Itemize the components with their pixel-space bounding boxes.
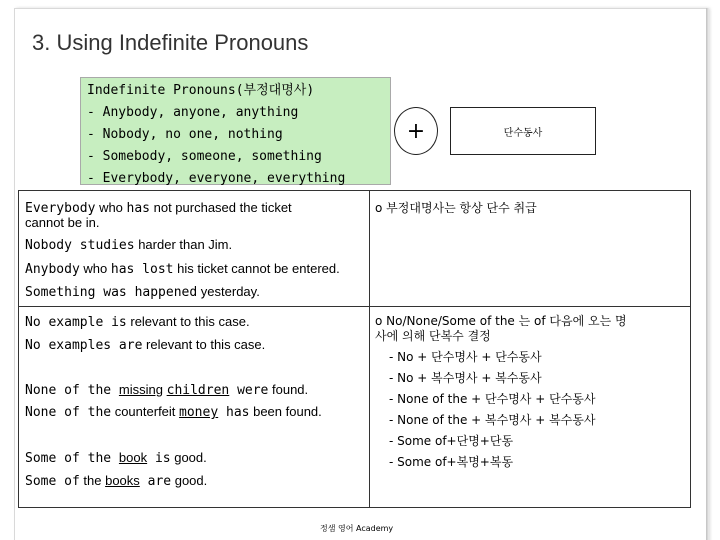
rule-item: - Some of+단명+단동 — [389, 434, 514, 448]
subject-verb-text: No example is — [25, 315, 127, 330]
example-everybody-cont — [25, 215, 99, 232]
example-some-books — [25, 473, 207, 490]
subject-text: None of the — [25, 405, 112, 420]
verb-text: is — [147, 451, 171, 466]
plain-text: relevant to this case. — [126, 314, 250, 329]
rule-item: - None of the + 단수명사 + 단수동사 — [389, 392, 596, 406]
verb-text: has — [218, 405, 250, 420]
plain-text: relevant to this case. — [142, 337, 266, 352]
plain-text: the — [79, 473, 106, 488]
underlined-text: books — [105, 473, 140, 488]
plain-text: found. — [268, 382, 309, 397]
slide-title: 3. Using Indefinite Pronouns — [32, 30, 309, 55]
example-no-example — [25, 314, 250, 331]
example-anybody — [25, 261, 340, 278]
example-something — [25, 284, 260, 301]
bullet-icon: o — [375, 314, 383, 328]
table-divider-horizontal — [19, 306, 690, 307]
subject-text: Everybody — [25, 201, 96, 216]
box-item: - Nobody, no one, nothing — [87, 127, 283, 142]
plain-text: good. — [170, 450, 207, 465]
example-none-money — [25, 404, 322, 421]
box-heading: Indefinite Pronouns(부정대명사) — [87, 83, 315, 98]
box-item: - Somebody, someone, something — [87, 149, 322, 164]
footer-text: 정샘 영어 Academy — [320, 524, 394, 533]
plain-text: good. — [171, 473, 208, 488]
plain-text: been found. — [249, 404, 322, 419]
table-divider-vertical — [369, 191, 370, 507]
subject-verb-text: Nobody studies — [25, 238, 135, 253]
example-no-examples — [25, 337, 265, 354]
verb-text: has lost — [110, 262, 174, 277]
rule-of-the-intro — [375, 313, 627, 329]
plain-text: his ticket cannot be entered. — [173, 261, 340, 276]
rule-text: 부정대명사는 항상 단수 취급 — [386, 201, 537, 215]
slide-edge-shadow — [706, 8, 709, 540]
example-none-children — [25, 382, 308, 399]
plus-circle: + — [394, 107, 438, 155]
rule-item: - No + 단수명사 + 단수동사 — [389, 350, 542, 364]
plain-text: cannot be in. — [25, 215, 100, 230]
subject-text: Some of the — [25, 451, 119, 466]
plain-text: harder than Jim. — [134, 237, 233, 252]
underlined-text: missing — [118, 382, 163, 397]
subject-text: Some of — [25, 474, 80, 489]
plain-text: counterfeit — [111, 404, 180, 419]
bullet-icon: o — [375, 201, 383, 215]
subject-text: Anybody — [25, 262, 80, 277]
examples-table — [18, 190, 691, 508]
rule-always-singular — [375, 200, 537, 216]
singular-verb-box: 단수동사 — [450, 107, 596, 155]
indefinite-pronouns-box — [80, 77, 391, 185]
rule-text: No/None/Some of the 는 of 다음에 오는 명 — [386, 314, 627, 328]
underlined-noun-text: children — [166, 383, 230, 398]
underlined-noun-text: money — [179, 405, 219, 420]
plain-text: who — [79, 261, 111, 276]
rule-item: - No + 복수명사 + 복수동사 — [389, 371, 542, 385]
example-nobody — [25, 237, 232, 254]
plain-text: who — [95, 200, 127, 215]
subject-text: None of the — [25, 383, 119, 398]
rule-item: - Some of+복명+복동 — [389, 455, 514, 469]
verb-text: are — [139, 474, 172, 489]
rule-item: - None of the + 복수명사 + 복수동사 — [389, 413, 596, 427]
plain-text: yesterday. — [197, 284, 260, 299]
verb-text: has — [126, 201, 151, 216]
verb-text: were — [229, 383, 269, 398]
plain-text: not purchased the ticket — [150, 200, 292, 215]
subject-verb-text: No examples are — [25, 338, 143, 353]
rule-of-the-intro-cont: 사에 의해 단복수 결정 — [375, 329, 491, 343]
underlined-text: book — [118, 450, 148, 465]
box-item: - Anybody, anyone, anything — [87, 105, 299, 120]
subject-verb-text: Something was happened — [25, 285, 198, 300]
example-some-book — [25, 450, 207, 467]
box-item: - Everybody, everyone, everything — [87, 171, 346, 186]
